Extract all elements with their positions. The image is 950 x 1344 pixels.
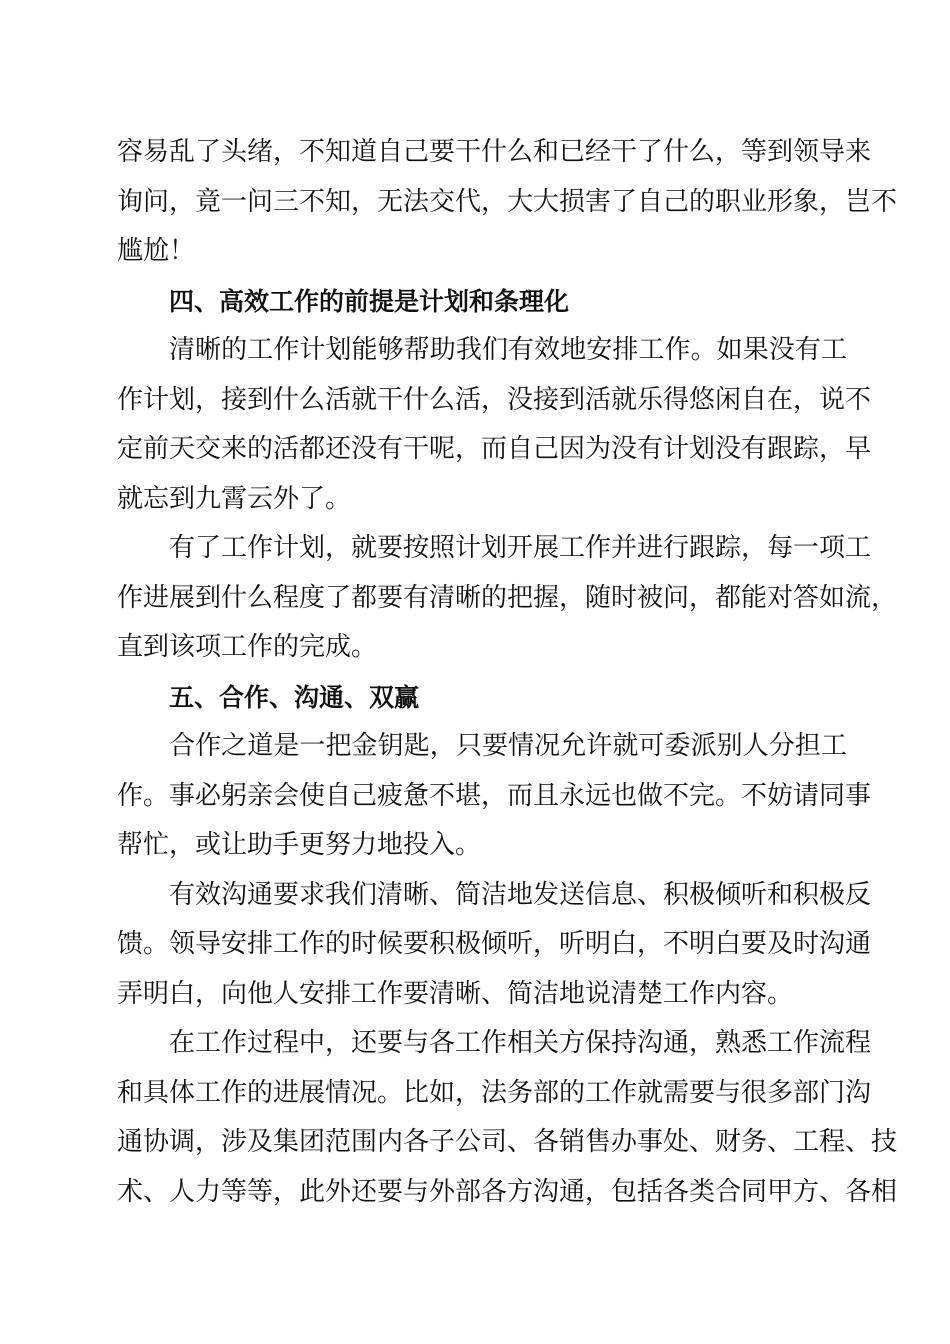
- section-heading: 四、高效工作的前提是计划和条理化: [169, 286, 570, 316]
- paragraph: [117, 871, 872, 1020]
- text-line: 尴尬！: [117, 236, 196, 266]
- text-line: 直到该项工作的完成。: [117, 632, 378, 662]
- text-line: 作计划，接到什么活就干什么活，没接到活就乐得悠闲自在，说不: [117, 384, 872, 415]
- paragraph: [117, 326, 872, 524]
- text-line: 询问，竟一问三不知，无法交代，大大损害了自己的职业形象，岂不: [117, 186, 898, 217]
- text-line: 作。事必躬亲会使自己疲惫不堪，而且永远也做不完。不妨请同事: [117, 780, 872, 811]
- section-four: [117, 277, 898, 673]
- paragraph-continued: [117, 128, 898, 277]
- text-line: 容易乱了头绪，不知道自己要干什么和已经干了什么，等到领导来: [117, 137, 872, 167]
- text-line: 合作之道是一把金钥匙，只要情况允许就可委派别人分担工: [169, 731, 847, 761]
- text-line: 定前天交来的活都还没有干呢，而自己因为没有计划没有跟踪，早: [117, 434, 872, 464]
- section-five: [117, 673, 898, 1218]
- text-line: 和具体工作的进展情况。比如，法务部的工作就需要与很多部门沟: [117, 1077, 872, 1108]
- paragraph: [117, 722, 872, 871]
- section-heading: 五、合作、沟通、双赢: [169, 682, 420, 712]
- text-line: 通协调，涉及集团范围内各子公司、各销售办事处、财务、工程、技: [117, 1127, 898, 1157]
- text-line: 弄明白，向他人安排工作要清晰、简洁地说清楚工作内容。: [117, 978, 794, 1009]
- text-line: 帮忙，或让助手更努力地投入。: [117, 830, 482, 860]
- document-body: [117, 128, 898, 1217]
- text-line: 就忘到九霄云外了。: [117, 483, 352, 514]
- paragraph: [117, 524, 898, 673]
- paragraph: [117, 1019, 898, 1217]
- text-line: 有效沟通要求我们清晰、简洁地发送信息、积极倾听和积极反: [169, 879, 872, 910]
- text-line: 在工作过程中，还要与各工作相关方保持沟通，熟悉工作流程: [169, 1028, 872, 1058]
- text-line: 馈。领导安排工作的时候要积极倾听，听明白，不明白要及时沟通: [117, 929, 872, 959]
- text-line: 术、人力等等，此外还要与外部各方沟通，包括各类合同甲方、各相: [117, 1176, 898, 1207]
- text-line: 作进展到什么程度了都要有清晰的把握，随时被问，都能对答如流，: [117, 582, 898, 613]
- text-line: 有了工作计划，就要按照计划开展工作并进行跟踪，每一项工: [169, 533, 872, 563]
- text-line: 清晰的工作计划能够帮助我们有效地安排工作。如果没有工: [169, 335, 847, 365]
